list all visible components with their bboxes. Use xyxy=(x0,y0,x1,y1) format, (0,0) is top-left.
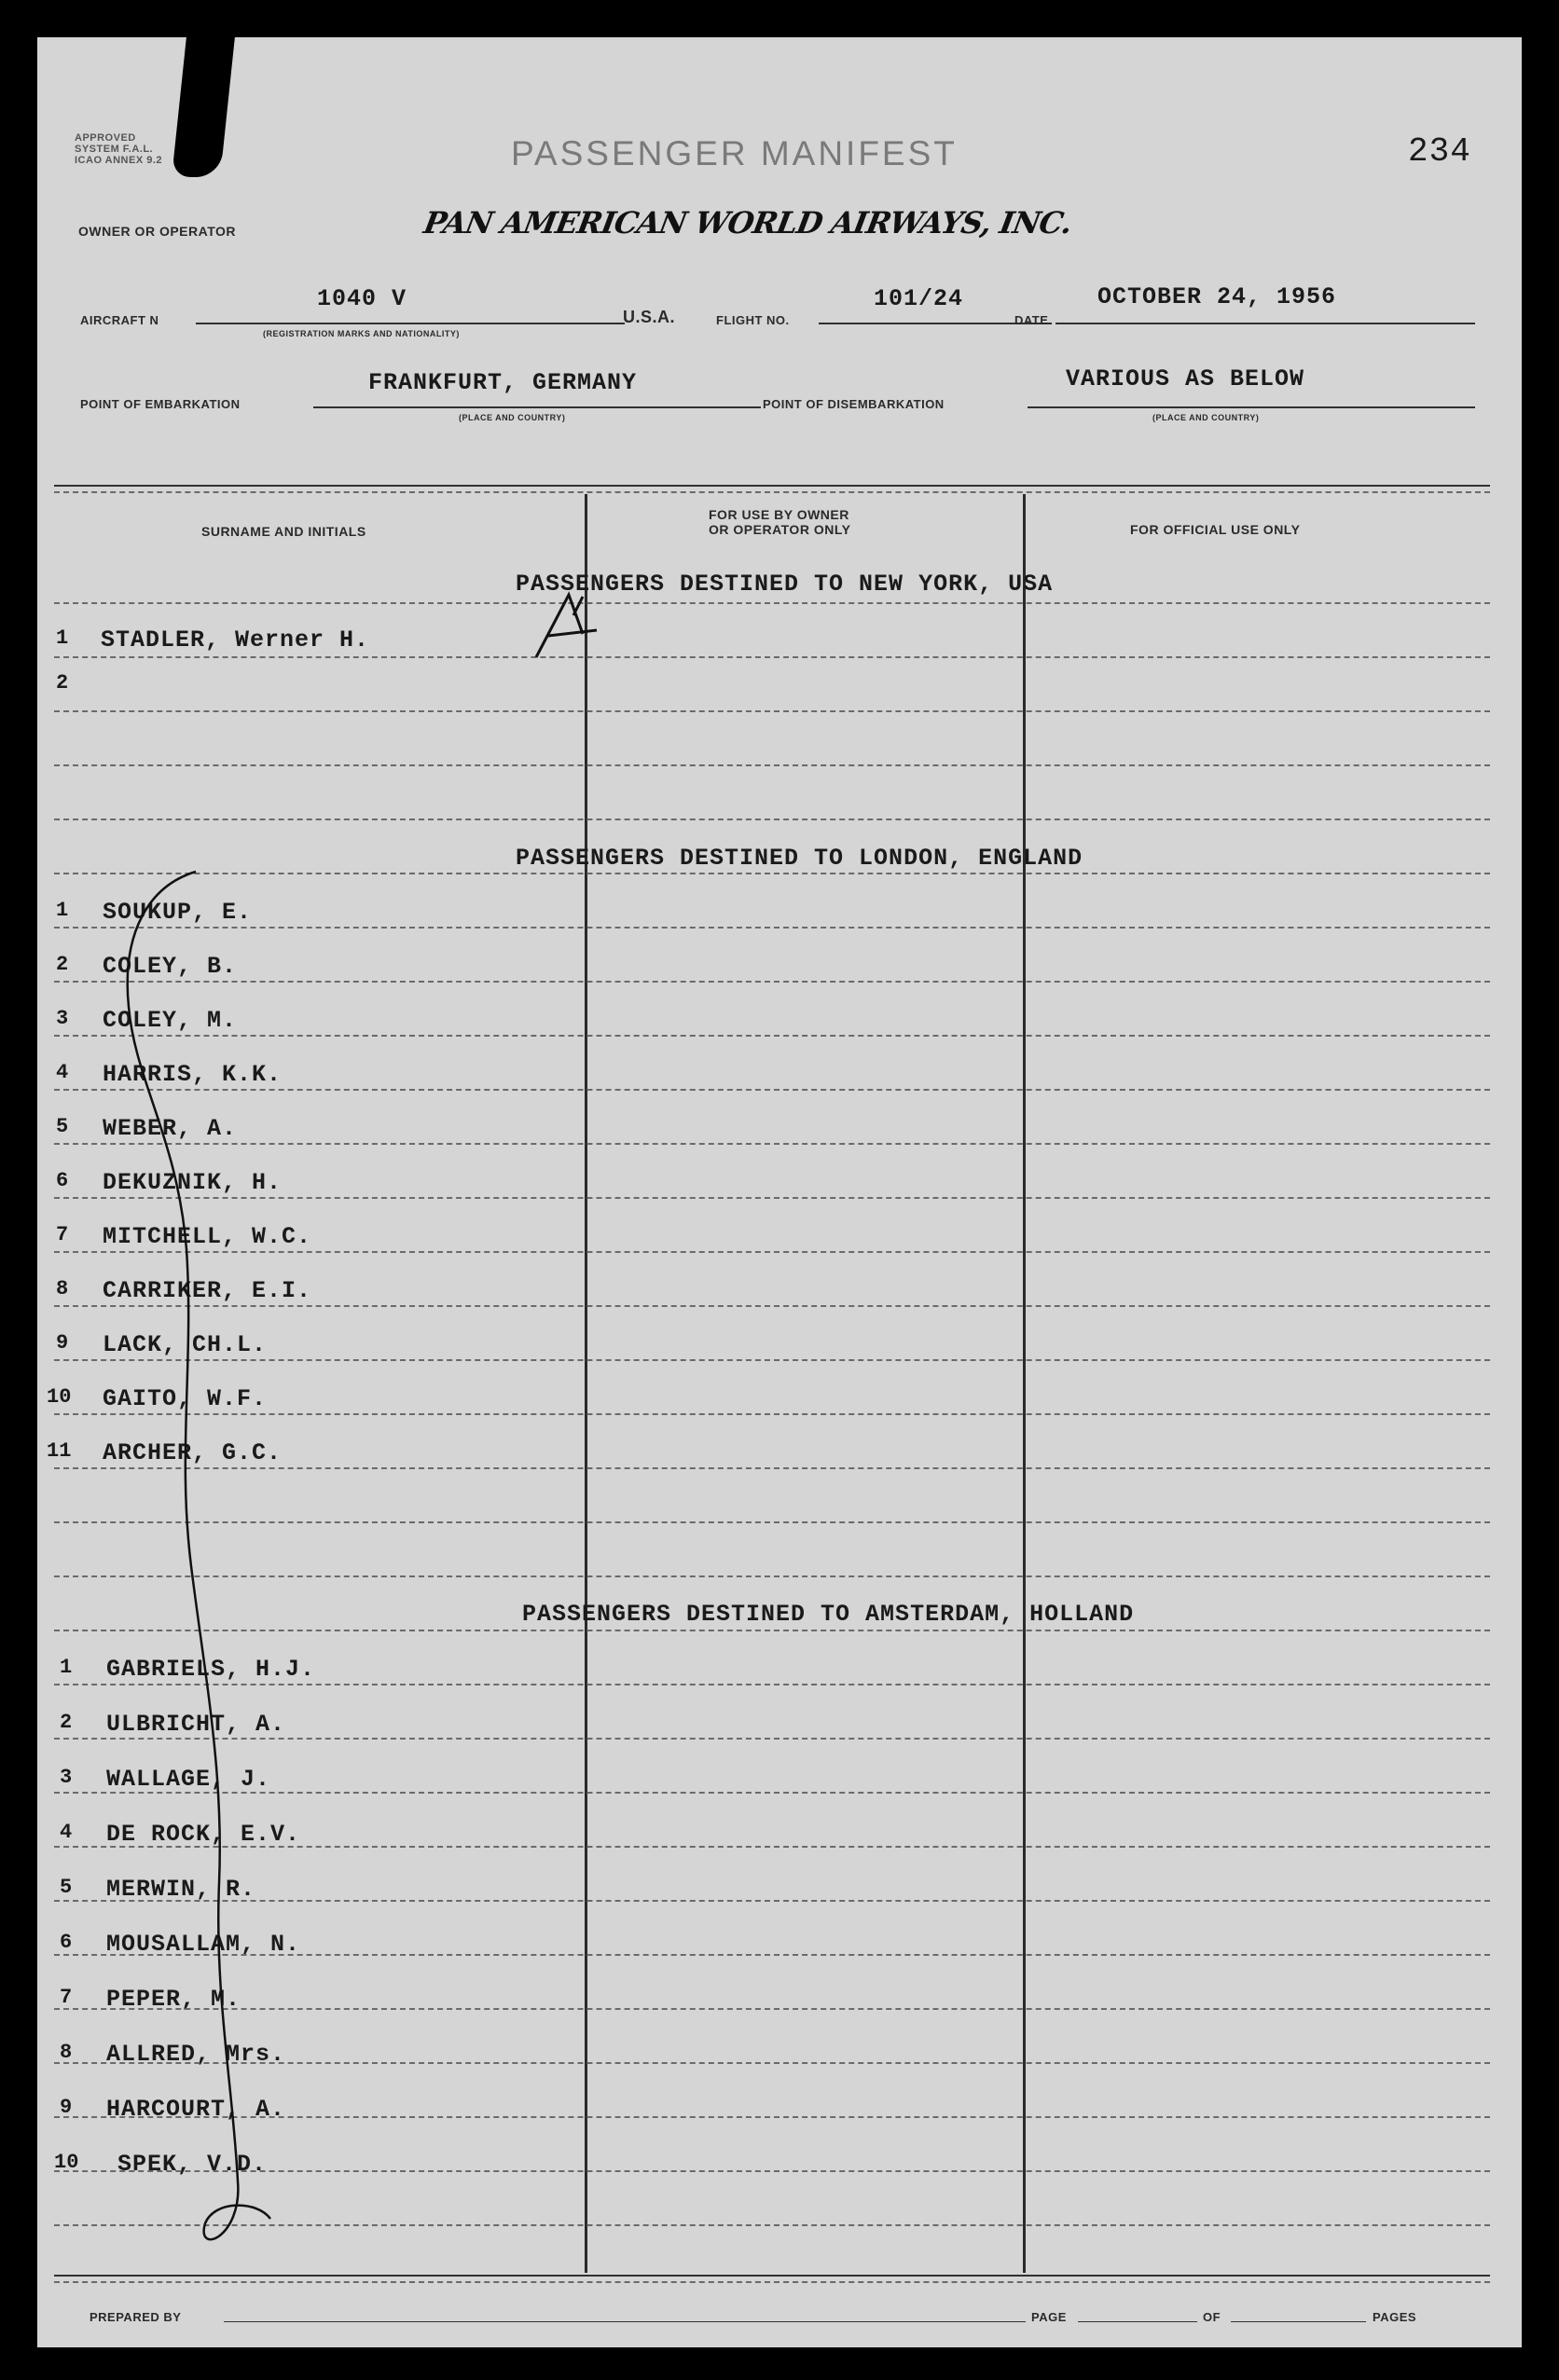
embarkation-label: POINT OF EMBARKATION xyxy=(80,397,241,411)
passenger-name: COLEY, M. xyxy=(103,1007,238,1034)
stamp-line: APPROVED xyxy=(75,132,136,144)
passenger-name: CARRIKER, E.I. xyxy=(103,1277,312,1304)
passenger-name: ALLRED, Mrs. xyxy=(106,2041,286,2068)
passenger-name: SPEK, V.D. xyxy=(117,2151,268,2178)
passenger-name: MOUSALLAM, N. xyxy=(106,1931,301,1958)
aircraft-label: AIRCRAFT N xyxy=(80,313,159,327)
page-title: PASSENGER MANIFEST xyxy=(511,134,958,172)
stamp-line: ICAO ANNEX 9.2 xyxy=(75,155,163,166)
passenger-name: ULBRICHT, A. xyxy=(106,1711,286,1738)
passenger-name: HARCOURT, A. xyxy=(106,2096,286,2123)
date-label: DATE xyxy=(1014,313,1049,327)
aircraft-sublabel: (REGISTRATION MARKS AND NATIONALITY) xyxy=(263,329,460,338)
row-number: 4 xyxy=(60,1821,73,1844)
passenger-name: ARCHER, G.C. xyxy=(103,1439,283,1466)
row-number: 1 xyxy=(60,1656,73,1679)
disembarkation-value: VARIOUS AS BELOW xyxy=(1066,365,1305,392)
row-number: 5 xyxy=(60,1876,73,1899)
row-number: 2 xyxy=(60,1711,73,1734)
row-number: 2 xyxy=(56,671,69,695)
handwritten-a-mark xyxy=(536,595,597,657)
disembarkation-sublabel: (PLACE AND COUNTRY) xyxy=(1152,413,1260,422)
aircraft-country: U.S.A. xyxy=(623,308,676,326)
passenger-name: MERWIN, R. xyxy=(106,1876,256,1903)
passenger-name: MITCHELL, W.C. xyxy=(103,1223,312,1250)
passenger-name: STADLER, Werner H. xyxy=(101,626,370,653)
section-heading-amsterdam: PASSENGERS DESTINED TO AMSTERDAM, HOLLAND xyxy=(522,1601,1135,1628)
passenger-name: DE ROCK, E.V. xyxy=(106,1821,301,1848)
row-number: 10 xyxy=(54,2151,79,2174)
owner-label: OWNER OR OPERATOR xyxy=(78,224,236,239)
row-number: 4 xyxy=(56,1061,69,1084)
page-label: PAGE xyxy=(1031,2310,1067,2324)
column-header-official: FOR OFFICIAL USE ONLY xyxy=(1130,522,1301,537)
flight-label: FLIGHT NO. xyxy=(716,313,790,327)
prepared-by-label: PREPARED BY xyxy=(90,2310,182,2324)
table-bottom-rule xyxy=(54,2275,1490,2277)
passenger-name: LACK, CH.L. xyxy=(103,1331,268,1358)
stamp-line: SYSTEM F.A.L. xyxy=(75,144,154,155)
aircraft-value: 1040 V xyxy=(317,285,407,312)
row-number: 7 xyxy=(60,1986,73,2009)
row-number: 1 xyxy=(56,899,69,922)
row-number: 3 xyxy=(60,1766,73,1789)
passenger-name: PEPER, M. xyxy=(106,1986,241,2013)
table-bottom-rule-dotted xyxy=(54,2281,1490,2283)
passenger-name: WALLAGE, J. xyxy=(106,1766,271,1793)
passenger-name: DEKUZNIK, H. xyxy=(103,1169,283,1196)
passenger-name: WEBER, A. xyxy=(103,1115,238,1142)
airline-logo: PAN AMERICAN WORLD AIRWAYS, INC. xyxy=(421,205,1075,241)
passenger-name: HARRIS, K.K. xyxy=(103,1061,283,1088)
row-number: 2 xyxy=(56,953,69,976)
section-heading-new-york: PASSENGERS DESTINED TO NEW YORK, USA xyxy=(516,571,1054,598)
prepared-by-line xyxy=(224,2321,1026,2322)
page-number: 234 xyxy=(1408,132,1471,171)
passenger-name: COLEY, B. xyxy=(103,953,238,980)
manifest-sheet xyxy=(37,37,1522,2347)
row-number: 11 xyxy=(47,1439,72,1463)
column-header-names: SURNAME AND INITIALS xyxy=(201,524,366,539)
date-value: OCTOBER 24, 1956 xyxy=(1097,283,1337,310)
row-number: 8 xyxy=(56,1277,69,1300)
row-number: 7 xyxy=(56,1223,69,1246)
row-number: 9 xyxy=(60,2096,73,2119)
column-header-owner-line1: FOR USE BY OWNER xyxy=(709,507,849,522)
row-number: 8 xyxy=(60,2041,73,2064)
flight-value: 101/24 xyxy=(874,285,964,312)
of-line xyxy=(1231,2321,1366,2322)
passenger-name: GAITO, W.F. xyxy=(103,1385,268,1412)
embarkation-sublabel: (PLACE AND COUNTRY) xyxy=(459,413,566,422)
row-number: 3 xyxy=(56,1007,69,1030)
page-line xyxy=(1078,2321,1197,2322)
handwritten-marks xyxy=(37,37,1522,2347)
disembarkation-label: POINT OF DISEMBARKATION xyxy=(763,397,945,411)
embarkation-value: FRANKFURT, GERMANY xyxy=(368,369,638,396)
of-label: OF xyxy=(1203,2310,1221,2324)
pages-label: PAGES xyxy=(1373,2310,1417,2324)
section-heading-london: PASSENGERS DESTINED TO LONDON, ENGLAND xyxy=(516,845,1083,872)
passenger-name: GABRIELS, H.J. xyxy=(106,1656,316,1683)
row-number: 6 xyxy=(56,1169,69,1192)
row-number: 5 xyxy=(56,1115,69,1138)
row-number: 9 xyxy=(56,1331,69,1355)
row-number: 10 xyxy=(47,1385,72,1409)
column-header-owner-line2: OR OPERATOR ONLY xyxy=(709,522,851,537)
row-number: 1 xyxy=(56,626,69,650)
passenger-name: SOUKUP, E. xyxy=(103,899,253,926)
handwritten-bracket-line xyxy=(128,872,270,2239)
row-number: 6 xyxy=(60,1931,73,1954)
